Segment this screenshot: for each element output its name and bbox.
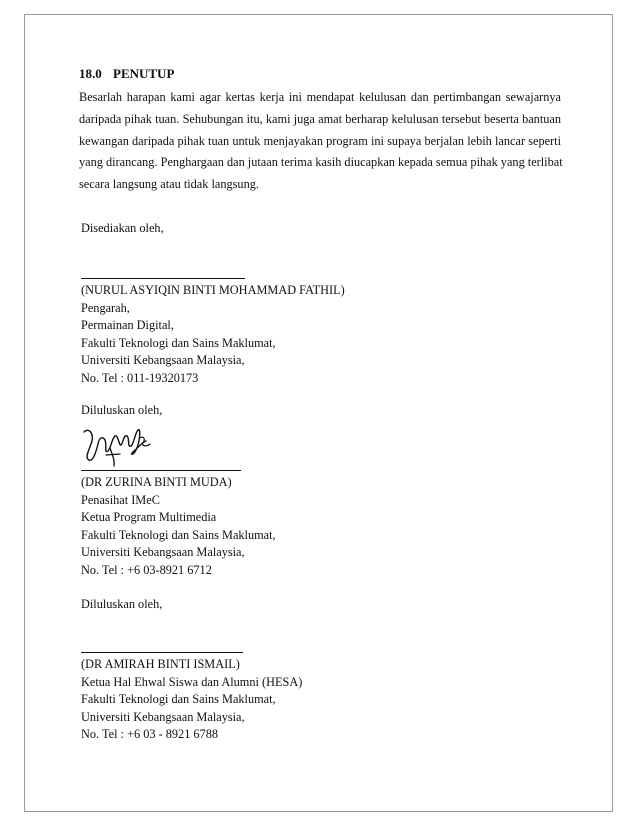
paragraph-line: daripada pihak tuan. Sehubungan itu, kami juga amat berharap kelulusan tersebut beserta bantuan bbox=[79, 111, 561, 126]
preparer-detail-line: Fakulti Teknologi dan Sains Maklumat, bbox=[81, 335, 276, 350]
approver-2-phone: No. Tel : +6 03 - 8921 6788 bbox=[81, 727, 219, 742]
signature-line-approver-2 bbox=[81, 652, 243, 653]
preparer-details bbox=[81, 282, 345, 388]
approved-by-label: Diluluskan oleh, bbox=[81, 597, 163, 611]
paragraph-line: kewangan daripada pihak tuan untuk menjayakan program ini supaya berjalan lebih lancar seperti bbox=[79, 133, 561, 148]
closing-paragraph bbox=[79, 87, 561, 196]
approver-1-phone: No. Tel : +6 03-8921 6712 bbox=[81, 562, 212, 577]
approver-1-name: (DR ZURINA BINTI MUDA) bbox=[81, 475, 232, 489]
approver-1-detail-line: Universiti Kebangsaan Malaysia, bbox=[81, 545, 245, 560]
approver-2-name: (DR AMIRAH BINTI ISMAIL) bbox=[81, 657, 240, 671]
paragraph-line: yang dirancang. Penghargaan dan jutaan terima kasih diucapkan kepada semua pihak yang terlibat bbox=[79, 155, 563, 170]
approver-1-detail-line: Penasihat IMeC bbox=[81, 492, 160, 507]
preparer-name: (NURUL ASYIQIN BINTI MOHAMMAD FATHIL) bbox=[81, 283, 345, 297]
section-heading bbox=[79, 66, 174, 82]
signature-line-approver-1 bbox=[81, 470, 241, 471]
approver-2-detail-line: Fakulti Teknologi dan Sains Maklumat, bbox=[81, 692, 276, 707]
approver-2-detail-line: Universiti Kebangsaan Malaysia, bbox=[81, 709, 245, 724]
preparer-detail-line: Permainan Digital, bbox=[81, 318, 174, 333]
handwritten-signature bbox=[80, 424, 154, 468]
paragraph-line: Besarlah harapan kami agar kertas kerja ini mendapat kelulusan dan pertimbangan sewajarnya bbox=[79, 90, 561, 104]
preparer-detail-line: Pengarah, bbox=[81, 300, 130, 315]
paragraph-line: secara langsung atau tidak langsung. bbox=[79, 177, 259, 192]
approved-by-label: Diluluskan oleh, bbox=[81, 403, 163, 417]
section-title: PENUTUP bbox=[113, 66, 175, 81]
approver-1-detail-line: Ketua Program Multimedia bbox=[81, 510, 217, 525]
approver-1-details bbox=[81, 474, 276, 580]
signature-line-prepared bbox=[81, 278, 245, 279]
approver-1-detail-line: Fakulti Teknologi dan Sains Maklumat, bbox=[81, 527, 276, 542]
preparer-detail-line: Universiti Kebangsaan Malaysia, bbox=[81, 353, 245, 368]
prepared-by-label: Disediakan oleh, bbox=[81, 221, 164, 235]
section-number: 18.0 bbox=[79, 66, 102, 81]
preparer-phone: No. Tel : 011-19320173 bbox=[81, 370, 199, 385]
approver-2-details bbox=[81, 656, 302, 744]
approver-2-detail-line: Ketua Hal Ehwal Siswa dan Alumni (HESA) bbox=[81, 674, 303, 689]
